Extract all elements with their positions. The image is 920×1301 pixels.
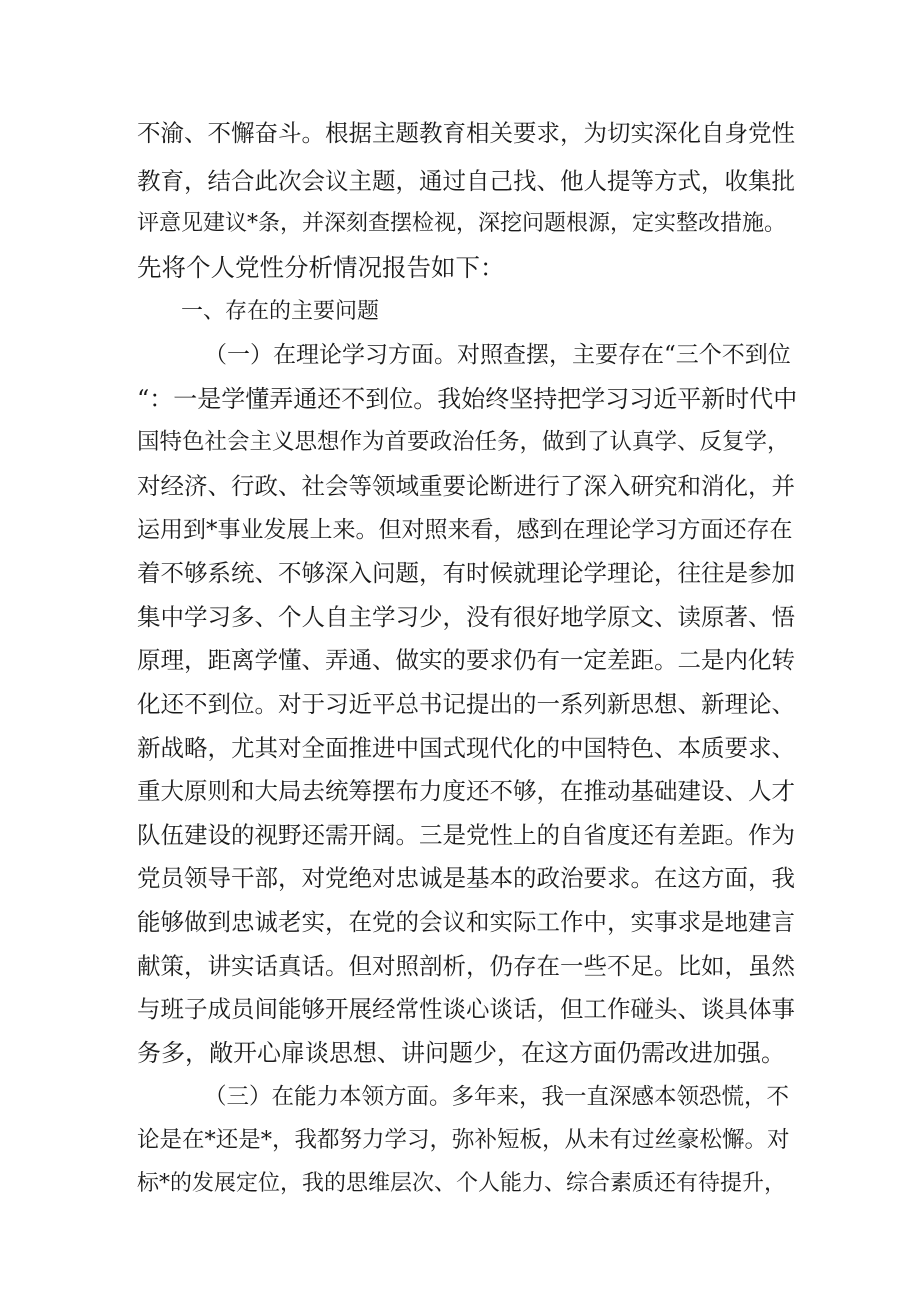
text-line: 能够做到忠诚老实，在党的会议和实际工作中，实事求是地建言	[137, 908, 795, 936]
text-line: 原理，距离学懂、弄通、做实的要求仍有一定差距。二是内化转	[137, 646, 795, 674]
text-line: 与班子成员间能够开展经常性谈心谈话，但工作碰头、谈具体事	[137, 995, 795, 1023]
text-line: 化还不到位。对于习近平总书记提出的一系列新思想、新理论、	[137, 690, 795, 718]
text-line: 集中学习多、个人自主学习少，没有很好地学原文、读原著、悟	[137, 603, 795, 631]
text-line: 重大原则和大局去统筹摆布力度还不够，在推动基础建设、人才	[137, 777, 795, 805]
text-line: 献策，讲实话真话。但对照剖析，仍存在一些不足。比如，虽然	[137, 952, 795, 980]
text-line: 国特色社会主义思想作为首要政治任务，做到了认真学、反复学，	[137, 429, 790, 455]
text-line: 评意见建议*条，并深刻查摆检视，深挖问题根源，定实整改措施。	[137, 211, 787, 236]
text-line: 先将个人党性分析情况报告如下：	[137, 253, 505, 282]
section-heading: 一、存在的主要问题	[181, 299, 380, 324]
text-line: 论是在*还是*，我都努力学习，弥补短板，从未有过丝豪松懈。对	[137, 1127, 790, 1153]
text-line: （一）在理论学习方面。对照查摆，主要存在“三个不到位	[204, 342, 791, 368]
text-line: 党员领导干部，对党绝对忠诚是基本的政治要求。在这方面，我	[137, 864, 795, 892]
text-line: 队伍建设的视野还需开阔。三是党性上的自省度还有差距。作为	[137, 821, 795, 849]
text-line: “：一是学懂弄通还不到位。我始终坚持把学习习近平新时代中	[137, 385, 798, 413]
text-line: 务多，敞开心扉谈思想、讲问题少，在这方面仍需改进加强。	[137, 1039, 785, 1067]
text-line: （三）在能力本领方面。多年来，我一直深感本领恐慌，不	[204, 1084, 790, 1110]
text-line: 运用到*事业发展上来。但对照来看，感到在理论学习方面还存在	[137, 517, 793, 543]
text-line: 标*的发展定位，我的思维层次、个人能力、综合素质还有待提升，	[137, 1171, 787, 1196]
text-line: 教育，结合此次会议主题，通过自己找、他人提等方式，收集批	[137, 167, 795, 195]
text-line: 新战略，尤其对全面推进中国式现代化的中国特色、本质要求、	[137, 734, 795, 762]
text-line: 不渝、不懈奋斗。根据主题教育相关要求，为切实深化自身党性	[137, 119, 795, 147]
text-line: 对经济、行政、社会等领域重要论断进行了深入研究和消化，并	[137, 472, 795, 500]
text-line: 着不够系统、不够深入问题，有时候就理论学理论，往往是参加	[137, 559, 795, 587]
